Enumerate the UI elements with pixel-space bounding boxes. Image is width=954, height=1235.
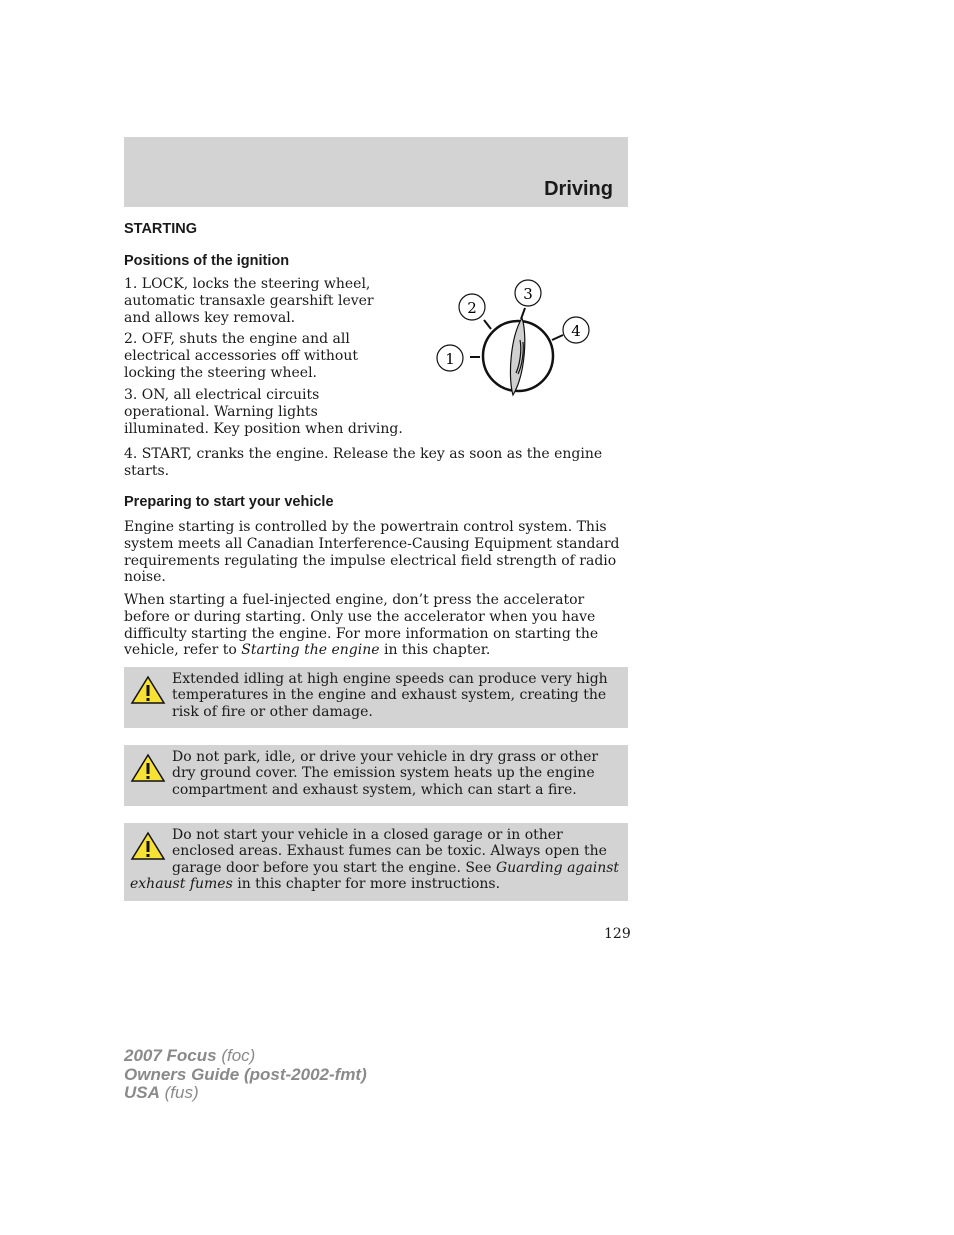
warning-text-2: Do not park, idle, or drive your vehicle in dry grass or other dry ground cover. The emission system heats up the engine compartment and exhaust system, which can start a fire. <box>172 749 599 798</box>
ignition-item-3: 3. ON, all electrical circuits operational. Warning lights illuminated. Key position when driving. <box>124 387 403 437</box>
warning-box-2 <box>124 745 628 806</box>
page-number: 129 <box>604 926 631 942</box>
preparing-paragraph-2: When starting a fuel-injected engine, don’t press the accelerator before or during starting. Only use the accelerator when you have difficulty starting the engine. For more information on starting the vehicle, refer to Starting the engine in this chapter. <box>124 592 599 659</box>
ignition-item-2: 2. OFF, shuts the engine and all electrical accessories off without locking the steering wheel. <box>124 331 359 381</box>
position-2-label: 2 <box>467 299 477 317</box>
position-3-label: 3 <box>523 285 533 303</box>
document-footer: 2007 Focus (foc) Owners Guide (post-2002-fmt) USA (fus) <box>124 1046 367 1102</box>
ignition-heading: Positions of the ignition <box>124 253 290 269</box>
preparing-heading: Preparing to start your vehicle <box>124 494 334 510</box>
warning-text-1: Extended idling at high engine speeds can produce very high temperatures in the engine and exhaust system, creating the risk of fire or other damage. <box>172 671 608 720</box>
section-title: STARTING <box>124 221 198 237</box>
cross-reference: Starting the engine <box>241 642 380 659</box>
warning-triangle-icon <box>130 831 166 861</box>
chapter-header-band <box>124 137 628 207</box>
ignition-item-4: 4. START, cranks the engine. Release the key as soon as the engine starts. <box>124 446 603 479</box>
chapter-title: Driving <box>544 178 613 200</box>
warning-triangle-icon <box>130 753 166 783</box>
ignition-item-1: 1. LOCK, locks the steering wheel, automatic transaxle gearshift lever and allows key removal. <box>124 276 374 326</box>
cross-reference: Guarding against exhaust fumes <box>130 859 620 892</box>
ignition-switch-diagram <box>430 278 600 403</box>
position-1-label: 1 <box>445 350 455 368</box>
warning-triangle-icon <box>130 675 166 705</box>
warning-text-3-end: in this chapter for more instructions. <box>232 875 501 892</box>
position-4-label: 4 <box>571 322 581 340</box>
warning-box-1 <box>124 667 628 728</box>
preparing-paragraph-1: Engine starting is controlled by the powertrain control system. This system meets all Canadian Interference-Causing Equipment standard requirements regulating the impulse electrical field strength of radio noise. <box>124 519 620 586</box>
warning-text-3-start: Do not start your vehicle in a closed garage or in other enclosed areas. Exhaust fumes can be toxic. Always open the garage door before you start the engine. See <box>172 827 607 876</box>
warning-box-3 <box>124 823 628 901</box>
